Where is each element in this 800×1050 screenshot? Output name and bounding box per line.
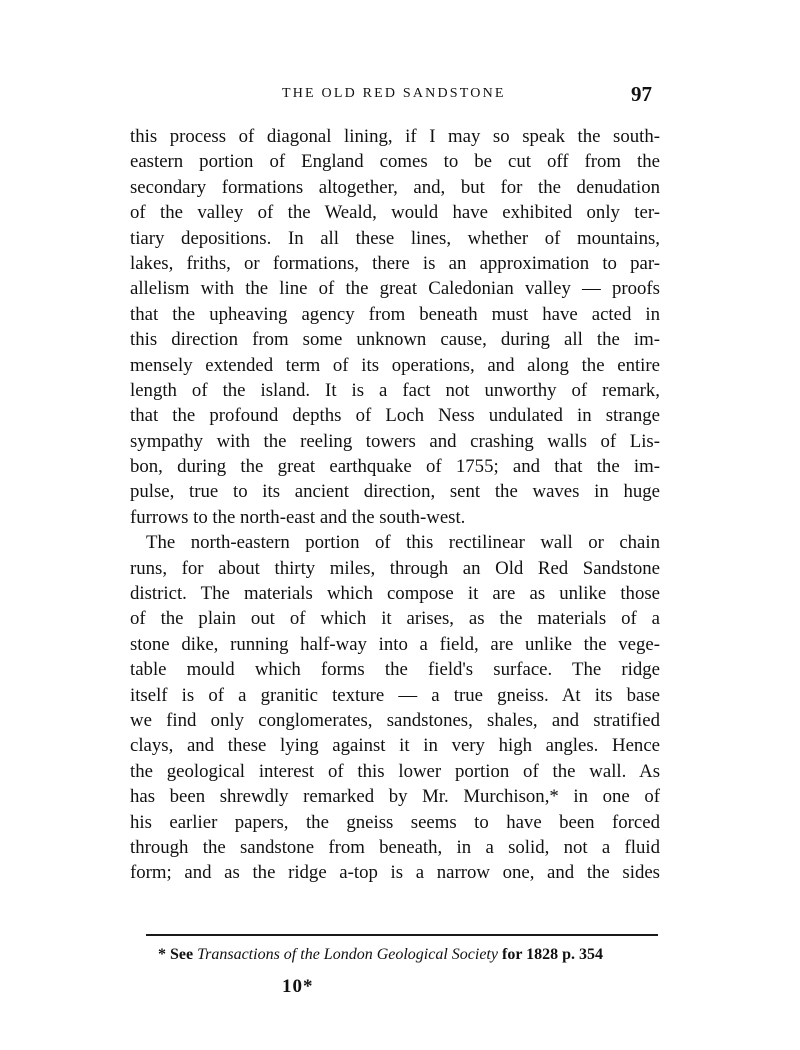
text-line: tiary depositions. In all these lines, whether of mountains, [130, 227, 660, 249]
text-line: length of the island. It is a fact not unworthy of remark, [130, 379, 660, 401]
text-line: has been shrewdly remarked by Mr. Murchison,* in one of [130, 786, 660, 808]
text-line: table mould which forms the field's surface. The ridge [130, 659, 660, 681]
text-line: sympathy with the reeling towers and crashing walls of Lis- [130, 430, 660, 452]
text-line: runs, for about thirty miles, through an Old Red Sandstone [130, 557, 660, 579]
body-text [130, 124, 660, 886]
page-number: 97 [631, 82, 652, 106]
text-line: this process of diagonal lining, if I may so speak the south- [130, 126, 660, 147]
text-line: secondary formations altogether, and, but for the denudation [130, 176, 660, 198]
text-line: district. The materials which compose it are as unlike those [130, 583, 660, 605]
footnote-marker: * See [158, 946, 194, 963]
footnote-citation: for 1828 p. 354 [501, 946, 604, 963]
text-line: itself is of a granitic texture — a true gneiss. At its base [130, 684, 660, 706]
text-line: form; and as the ridge a-top is a narrow one, and the sides [130, 862, 660, 884]
text-line: eastern portion of England comes to be cut off from the [130, 151, 660, 173]
text-line: lakes, friths, or formations, there is an approximation to par- [130, 252, 660, 274]
text-line: pulse, true to its ancient direction, sent the waves in huge [130, 481, 660, 503]
footnote-title: Transactions of the London Geological Society [197, 946, 498, 963]
text-line: stone dike, running half-way into a field, are unlike the vege- [130, 633, 660, 655]
text-line: through the sandstone from beneath, in a solid, not a fluid [130, 836, 660, 858]
text-line: that the profound depths of Loch Ness undulated in strange [130, 405, 660, 427]
paragraph-end-line: furrows to the north-east and the south-west. [130, 506, 466, 528]
text-line: bon, during the great earthquake of 1755; and that the im- [130, 456, 660, 478]
text-line: this direction from some unknown cause, during all the im- [130, 329, 660, 351]
text-line: we find only conglomerates, sandstones, shales, and stratified [130, 709, 660, 731]
text-line: allelism with the line of the great Caledonian valley — proofs [130, 278, 660, 300]
running-header [130, 84, 652, 108]
running-title: THE OLD RED SANDSTONE [282, 86, 506, 101]
text-line: his earlier papers, the gneiss seems to have been forced [130, 811, 660, 833]
text-line: that the upheaving agency from beneath must have acted in [130, 303, 660, 325]
text-line: the geological interest of this lower portion of the wall. As [130, 760, 660, 782]
text-line: clays, and these lying against it in very high angles. Hence [130, 735, 660, 757]
paragraph-start-line: The north-eastern portion of this rectilinear wall or chain [146, 532, 660, 554]
text-line: mensely extended term of its operations, and along the entire [130, 354, 660, 376]
footnote [158, 946, 658, 964]
text-line: of the plain out of which it arises, as the materials of a [130, 608, 660, 630]
text-line: of the valley of the Weald, would have exhibited only ter- [130, 202, 660, 224]
footnote-rule [146, 934, 658, 936]
signature-mark: 10* [282, 976, 314, 997]
